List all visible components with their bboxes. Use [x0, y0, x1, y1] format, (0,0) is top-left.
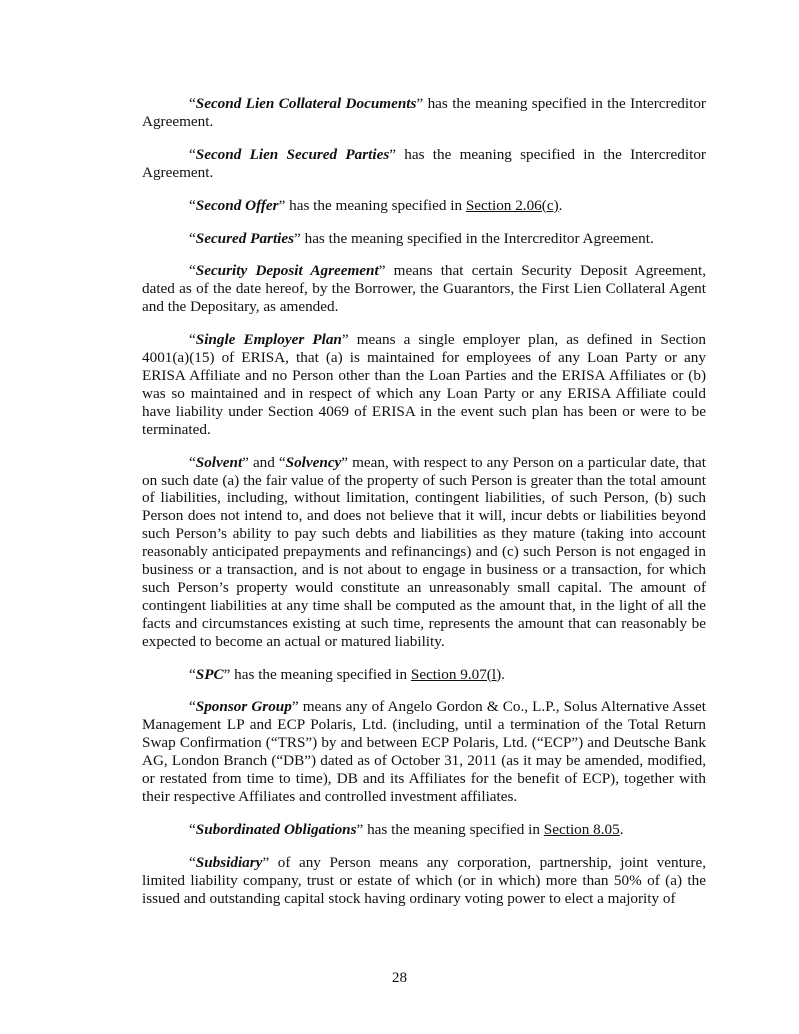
definition-text: means a single employer plan, as defined in Section 4001(a)(15) of ERISA, that (a) is maintained for employees of any Loan Party or any ERISA Affiliate and no Person other than the Loan Parties and the ERISA Affiliates or (b) was so maintained and in respect of which any Loan Party or any ERISA Affiliate could have liability under Section 4069 of ERISA in the event such plan has been or were to be terminated. [142, 331, 706, 438]
defined-term-2: Solvency [285, 453, 342, 471]
close-quote: ” [341, 331, 349, 349]
definition-text: has the meaning specified in [363, 820, 544, 838]
definition-subordinated-obligations [142, 821, 706, 839]
definition-text: has the meaning specified in [230, 665, 411, 683]
definition-security-deposit-agreement [142, 262, 706, 316]
close-quote: ” [416, 95, 424, 112]
open-quote: “ [189, 331, 196, 349]
defined-term: Security Deposit Agreement [195, 262, 379, 280]
open-quote: “ [189, 820, 196, 838]
defined-term: Sponsor Group [195, 698, 292, 716]
definition-text: has the meaning specified in the Intercreditor Agreement. [142, 145, 706, 181]
definition-single-employer-plan [142, 331, 706, 438]
open-quote: “ [189, 95, 196, 112]
conjunction-text: and “ [248, 453, 286, 471]
close-quote: ” [389, 145, 397, 163]
defined-term: Solvent [195, 453, 243, 471]
defined-term: Secured Parties [195, 229, 295, 247]
close-quote: ” [291, 698, 299, 716]
close-quote: ” [262, 853, 270, 871]
section-reference[interactable]: Section 9.07(l) [410, 665, 502, 683]
trailing-punctuation: . [619, 820, 624, 838]
close-quote-2: ” [341, 453, 349, 471]
trailing-punctuation: . [501, 665, 505, 683]
definition-solvent [142, 454, 706, 651]
close-quote: ” [278, 196, 286, 214]
open-quote: “ [189, 453, 196, 471]
defined-term: Single Employer Plan [195, 331, 342, 349]
open-quote: “ [189, 229, 196, 247]
defined-term: Subsidiary [195, 853, 263, 871]
definition-secured-parties [142, 230, 706, 248]
definition-text: has the meaning specified in the Intercreditor Agreement. [300, 229, 654, 247]
definition-text: has the meaning specified in the Intercreditor Agreement. [142, 95, 706, 130]
close-quote: ” [356, 820, 364, 838]
definition-sponsor-group [142, 698, 706, 805]
open-quote: “ [189, 698, 196, 716]
section-reference[interactable]: Section 2.06(c) [465, 196, 559, 214]
close-quote: ” [378, 262, 386, 280]
defined-term: Second Lien Secured Parties [195, 145, 390, 163]
defined-term: SPC [195, 665, 224, 683]
definition-subsidiary [142, 854, 706, 908]
open-quote: “ [189, 262, 196, 280]
definition-second-offer [142, 197, 706, 215]
open-quote: “ [189, 196, 196, 214]
section-reference[interactable]: Section 8.05 [543, 820, 620, 838]
definition-spc [142, 666, 706, 684]
defined-term: Second Lien Collateral Documents [195, 95, 417, 112]
definition-text: mean, with respect to any Person on a particular date, that on such date (a) the fair value of the property of such Person is greater than the total amount of liabilities, including, without limitation, contingent liabilities, of such Person, (b) such Person does not intend to, and does not believe that it will, incur debts or liabilities beyond such Person’s ability to pay such debts and liabilities as they mature (taking into account reasonably anticipated prepayments and refinancings) and (c) such Person is not engaged in business or a transaction, and is not about to engage in business or a transaction, for which such Person’s property would constitute an unreasonably small capital. The amount of contingent liabilities at any time shall be computed as the amount that, in the light of all the facts and circumstances existing at such time, represents the amount that can reasonably be expected to become an actual or matured liability. [142, 453, 706, 650]
close-quote: ” [223, 665, 231, 683]
definition-text: of any Person means any corporation, partnership, joint venture, limited liability company, trust or estate of which (or in which) more than 50% of (a) the issued and outstanding capital stock having ordinary voting power to elect a majority of [142, 853, 706, 907]
defined-term: Second Offer [195, 196, 279, 214]
definition-second-lien-collateral-documents [142, 95, 706, 131]
definition-text: means that certain Security Deposit Agreement, dated as of the date hereof, by the Borrower, the Guarantors, the First Lien Collateral Agent and the Depositary, as amended. [142, 262, 707, 316]
open-quote: “ [189, 145, 196, 163]
open-quote: “ [189, 853, 196, 871]
close-quote: ” [294, 229, 301, 247]
definitions-list [142, 95, 706, 923]
definition-text: has the meaning specified in [285, 196, 466, 214]
trailing-punctuation: . [558, 196, 563, 214]
open-quote: “ [189, 665, 196, 683]
defined-term: Subordinated Obligations [195, 820, 357, 838]
definition-text: means any of Angelo Gordon & Co., L.P., Solus Alternative Asset Management LP and ECP Polaris, Ltd. (including, until a termination of the Total Return Swap Confirmation (“TRS”) by and between ECP Polaris, Ltd. (“ECP”) and Deutsche Bank AG, London Branch (“DB”) dated as of October 31, 2011 (as it may be amended, modified, or restated from time to time), DB and its Affiliates for the benefit of ECP), together with their respective Affiliates and controlled investment affiliates. [142, 698, 706, 805]
page-number: 28 [391, 969, 408, 986]
definition-second-lien-secured-parties [142, 146, 706, 182]
close-quote: ” [242, 453, 249, 471]
